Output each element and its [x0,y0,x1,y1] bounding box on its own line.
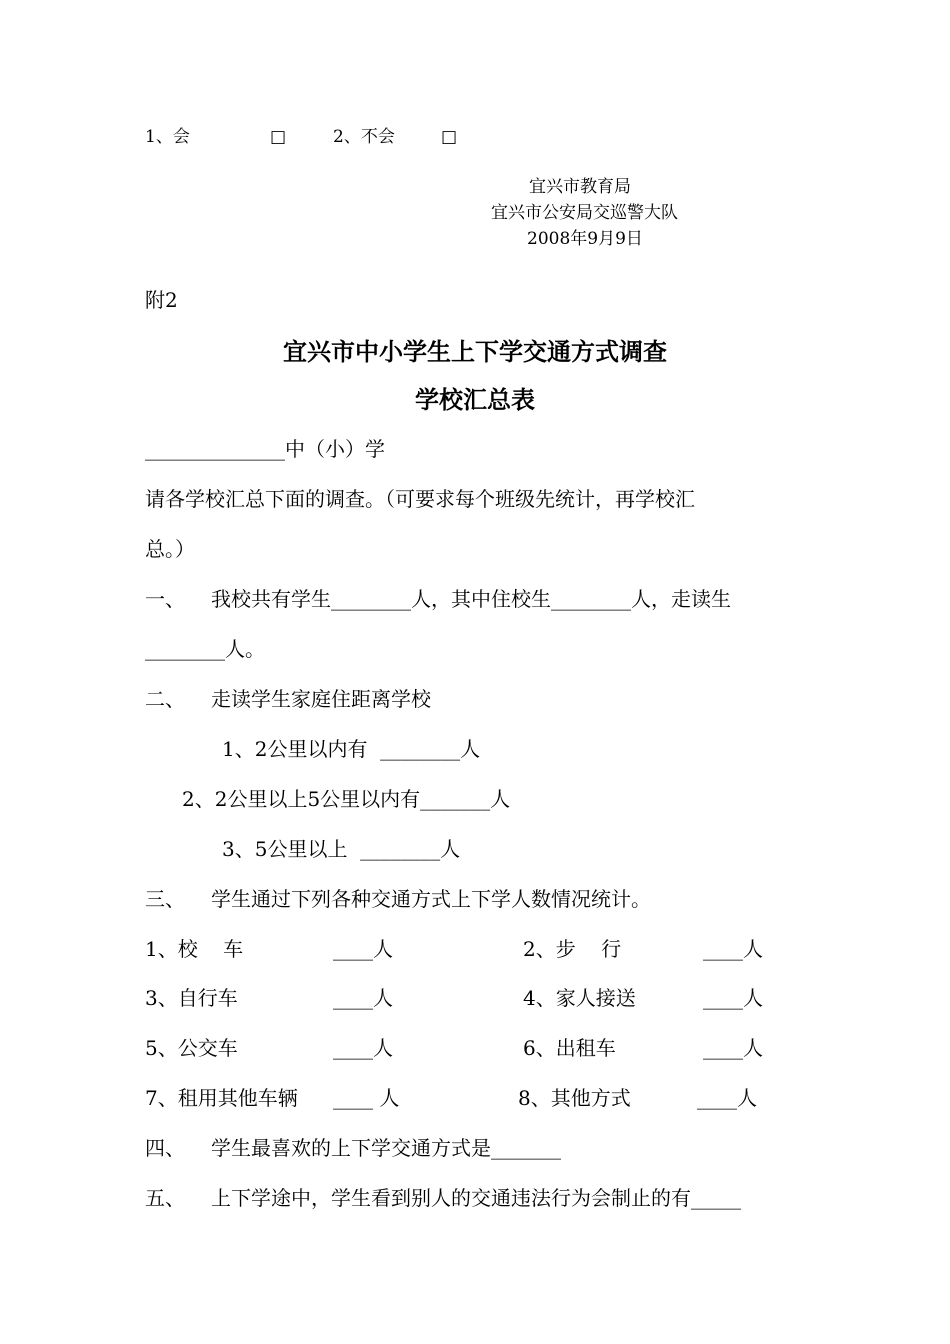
mode-count-field[interactable]: ____人 [703,1036,763,1060]
document-title: 宜兴市中小学生上下学交通方式调查 [283,338,667,366]
q3-text: 学生通过下列各种交通方式上下学人数情况统计。 [211,887,651,911]
q1-text-line1[interactable]: 我校共有学生________人，其中住校生________人，走读生 [211,587,731,611]
q1-text-line2[interactable]: ________人。 [145,637,265,661]
q3-number: 三、 [145,887,185,911]
mode-count-field[interactable]: ____人 [703,937,763,961]
q5-number: 五、 [145,1186,185,1210]
option-yes-label: 1、会 [145,127,190,147]
appendix-label: 附2 [145,288,178,312]
q2-number: 二、 [145,687,185,711]
mode-label: 3、自行车 [145,986,238,1010]
intro-text-line1: 请各学校汇总下面的调查。（可要求每个班级先统计，再学校汇 [145,487,695,511]
intro-text-line2: 总。） [145,537,195,561]
mode-count-field[interactable]: ____人 [697,1086,757,1110]
mode-label: 1、校 车 [145,937,244,961]
signature-date: 2008年9月9日 [527,229,643,249]
signature-issuer-1: 宜兴市教育局 [529,177,631,197]
q2-item-3[interactable]: 3、5公里以上 ________人 [222,837,461,861]
school-name-field[interactable]: ______________中（小）学 [145,437,385,461]
q2-item-2[interactable]: 2、2公里以上5公里以内有_______人 [182,787,511,811]
q2-text: 走读学生家庭住距离学校 [211,687,431,711]
q4-number: 四、 [145,1136,185,1160]
signature-issuer-2: 宜兴市公安局交巡警大队 [491,203,678,223]
mode-label: 8、其他方式 [518,1086,631,1110]
mode-label: 7、租用其他车辆 [145,1086,298,1110]
mode-count-field[interactable]: ____ 人 [333,1086,400,1110]
q4-text[interactable]: 学生最喜欢的上下学交通方式是_______ [211,1136,561,1160]
mode-count-field[interactable]: ____人 [333,937,393,961]
q2-item-1[interactable]: 1、2公里以内有 ________人 [222,737,481,761]
mode-count-field[interactable]: ____人 [333,986,393,1010]
option-no-label: 2、不会 [333,127,395,147]
option-no-checkbox[interactable]: □ [441,127,458,147]
option-yes-checkbox[interactable]: □ [270,127,287,147]
mode-count-field[interactable]: ____人 [333,1036,393,1060]
q1-number: 一、 [145,587,185,611]
mode-label: 2、步 行 [523,937,622,961]
mode-count-field[interactable]: ____人 [703,986,763,1010]
mode-label: 5、公交车 [145,1036,238,1060]
q5-text[interactable]: 上下学途中，学生看到别人的交通违法行为会制止的有_____ [211,1186,741,1210]
mode-label: 6、出租车 [523,1036,616,1060]
document-subtitle: 学校汇总表 [415,386,535,414]
mode-label: 4、家人接送 [523,986,636,1010]
